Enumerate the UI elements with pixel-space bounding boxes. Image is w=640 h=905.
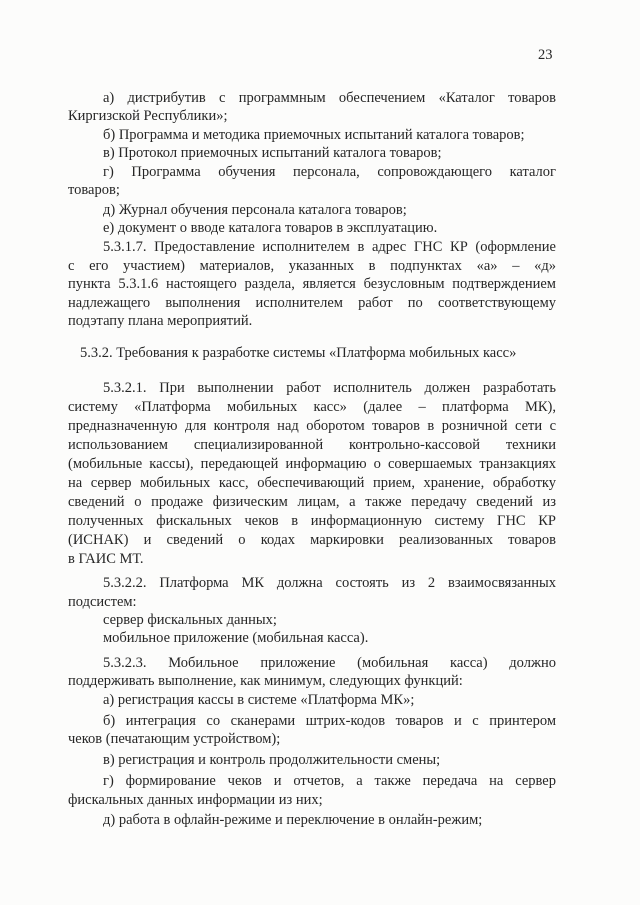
subsystem-item: мобильное приложение (мобильная касса). [103, 630, 369, 646]
function-item-line: фискальных данных информации из них; [68, 792, 323, 808]
function-item-line: б) интеграция со сканерами штрих-кодов товаров и с принтером [103, 713, 556, 729]
section-heading: 5.3.2. Требования к разработке системы «Платформа мобильных касс» [80, 345, 517, 361]
paragraph-line: использованием специализированной контрольно-кассовой техники [68, 437, 556, 453]
function-item-line: д) работа в офлайн-режиме и переключение в онлайн-режим; [103, 812, 483, 828]
paragraph-line: 5.3.2.1. При выполнении работ исполнитель должен разработать [103, 380, 556, 396]
paragraph-line: систему «Платформа мобильных касс» (далее – платформа МК), [68, 399, 556, 415]
function-item-line: а) регистрация кассы в системе «Платформа МК»; [103, 692, 415, 708]
paragraph-line: подсистем: [68, 594, 137, 610]
list-item-line: г) Программа обучения персонала, сопровождающего каталог [103, 164, 556, 180]
paragraph-line: на сервер мобильных касс, обеспечивающий прием, хранение, обработку [68, 475, 556, 491]
paragraph-line: подэтапу плана мероприятий. [68, 313, 253, 329]
list-item-line: Киргизской Республики»; [68, 108, 228, 124]
paragraph-line: в ГАИС МТ. [68, 551, 144, 567]
list-item-line: б) Программа и методика приемочных испытаний каталога товаров; [103, 127, 525, 143]
function-item-line: чеков (печатающим устройством); [68, 731, 281, 747]
paragraph-line: (мобильные кассы), передающей информацию о совершаемых транзакциях [68, 456, 556, 472]
list-item-line: товаров; [68, 182, 120, 198]
subsystem-item: сервер фискальных данных; [103, 612, 277, 628]
paragraph-line: предназначенную для контроля над оборотом товаров в розничной сети с [68, 418, 556, 434]
list-item-line: д) Журнал обучения персонала каталога товаров; [103, 202, 407, 218]
function-item-line: г) формирование чеков и отчетов, а также передача на сервер [103, 773, 556, 789]
paragraph-line: сведений о продаже физическим лицам, а также передачу сведений из [68, 494, 556, 510]
function-item-line: в) регистрация и контроль продолжительности смены; [103, 752, 441, 768]
paragraph-line: надлежащего выполнения исполнителем работ по соответствующему [68, 295, 556, 311]
list-item-line: е) документ о вводе каталога товаров в эксплуатацию. [103, 220, 438, 236]
paragraph-line: пункта 5.3.1.6 настоящего раздела, является безусловным подтверждением [68, 276, 556, 292]
list-item-line: в) Протокол приемочных испытаний каталога товаров; [103, 145, 442, 161]
paragraph-line: 5.3.2.3. Мобильное приложение (мобильная касса) должно [103, 655, 556, 671]
paragraph-line: полученных фискальных чеков в информационную систему ГНС КР [68, 513, 556, 529]
page-number: 23 [538, 47, 553, 63]
list-item-line: а) дистрибутив с программным обеспечением «Каталог товаров [103, 90, 556, 106]
paragraph-line: поддерживать выполнение, как минимум, следующих функций: [68, 673, 463, 689]
paragraph-line: (ИСНАК) и сведений о кодах маркировки реализованных товаров [68, 532, 556, 548]
paragraph-line: 5.3.2.2. Платформа МК должна состоять из 2 взаимосвязанных [103, 575, 556, 591]
paragraph-line: с его участием) материалов, указанных в подпунктах «а» – «д» [68, 258, 556, 274]
paragraph-line: 5.3.1.7. Предоставление исполнителем в адрес ГНС КР (оформление [103, 239, 556, 255]
